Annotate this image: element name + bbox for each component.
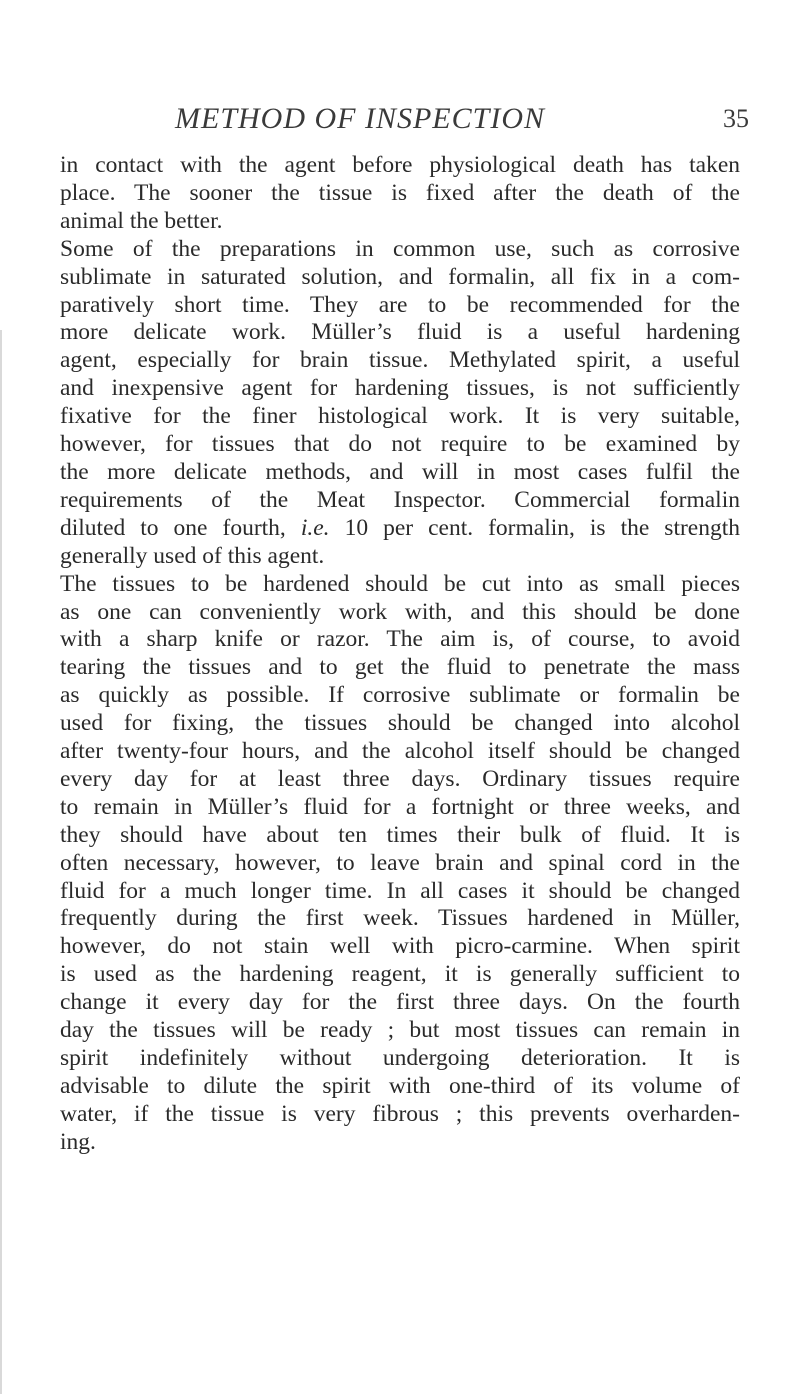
text-line: to remain in Müller’s fluid for a fortnight or three weeks, and — [60, 793, 740, 820]
text-line: more delicate work. Müller’s fluid is a useful hardening — [60, 319, 740, 346]
text-line: however, do not stain well with picro-carmine. When spirit — [60, 933, 740, 960]
text-line: often necessary, however, to leave brain and spinal cord in the — [60, 849, 740, 876]
text-line: the more delicate methods, and will in most cases fulfil the — [60, 458, 740, 485]
text-line: generally used of this agent. — [60, 542, 325, 569]
text-line: tearing the tissues and to get the fluid to penetrate the mass — [60, 654, 740, 681]
text-line — [60, 515, 740, 543]
text-line: requirements of the Meat Inspector. Commercial formalin — [60, 486, 740, 513]
text-line: water, if the tissue is very fibrous ; this prevents overharden- — [60, 1100, 740, 1127]
text-line: day the tissues will be ready ; but most tissues can remain in — [60, 1017, 740, 1044]
text-line: change it every day for the first three days. On the fourth — [60, 989, 740, 1016]
text-line: frequently during the first week. Tissues hardened in Müller, — [60, 905, 740, 932]
page-number: 35 — [723, 104, 749, 133]
text-line: The tissues to be hardened should be cut into as small pieces — [60, 570, 740, 597]
text-line: and inexpensive agent for hardening tissues, is not sufficiently — [60, 375, 740, 402]
text-line: advisable to dilute the spirit with one-third of its volume of — [60, 1072, 740, 1099]
italic-abbreviation: i.e. — [300, 514, 330, 541]
page-edge-shadow — [0, 330, 2, 1394]
text-line: used for fixing, the tissues should be changed into alcohol — [60, 710, 740, 737]
text-line: animal the better. — [60, 207, 223, 234]
running-head-title: METHOD OF INSPECTION — [175, 102, 545, 135]
text-line: as one can conveniently work with, and this should be done — [60, 598, 740, 625]
text-line: in contact with the agent before physiological death has taken — [60, 152, 740, 178]
text-line: as quickly as possible. If corrosive sublimate or formalin be — [60, 682, 740, 709]
text-line: fixative for the finer histological work. It is very suitable, — [60, 403, 740, 430]
text-line: fluid for a much longer time. In all cases it should be changed — [60, 877, 740, 904]
text-line: they should have about ten times their bulk of fluid. It is — [60, 821, 740, 848]
body-text — [60, 152, 740, 1157]
text-line: Some of the preparations in common use, such as corrosive — [60, 235, 740, 262]
text-segment: 10 per cent. formalin, is the strength — [344, 514, 741, 541]
text-line: with a sharp knife or razor. The aim is, of course, to avoid — [60, 626, 740, 653]
text-line: place. The sooner the tissue is fixed after the death of the — [60, 179, 740, 206]
text-line: is used as the hardening reagent, it is generally sufficient to — [60, 961, 740, 988]
text-line: after twenty-four hours, and the alcohol itself should be changed — [60, 738, 740, 765]
text-line: sublimate in saturated solution, and formalin, all fix in a com- — [60, 263, 740, 290]
running-head — [0, 102, 800, 142]
text-line: ing. — [60, 1128, 96, 1155]
text-line: spirit indefinitely without undergoing deterioration. It is — [60, 1045, 740, 1071]
text-line: agent, especially for brain tissue. Methylated spirit, a useful — [60, 347, 740, 374]
text-line: however, for tissues that do not require to be examined by — [60, 431, 740, 458]
text-segment: diluted to one fourth, — [60, 514, 286, 541]
text-line: every day for at least three days. Ordinary tissues require — [60, 765, 740, 792]
text-line: paratively short time. They are to be recommended for the — [60, 291, 740, 318]
